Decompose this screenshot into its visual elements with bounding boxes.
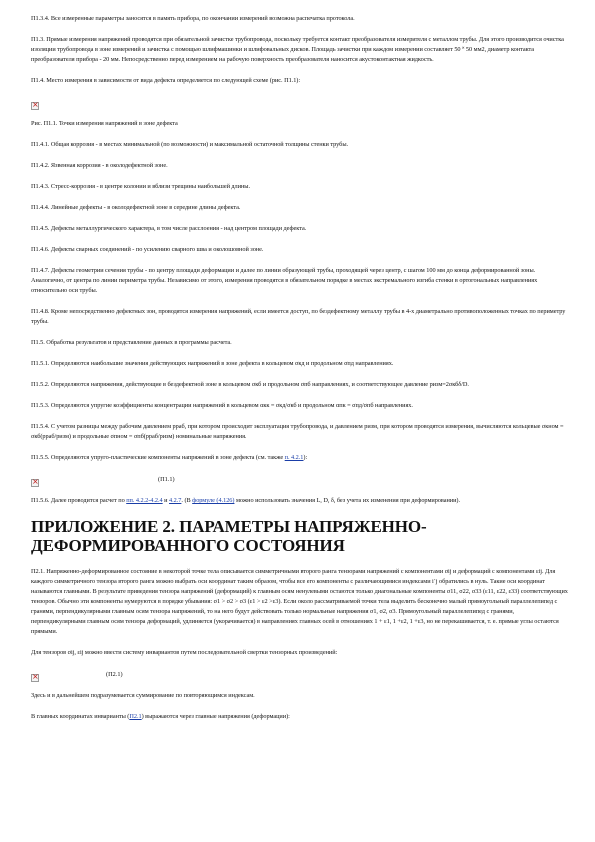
paragraph-p1-4: П1.4. Место измерения в зависимости от вида дефекта определяется по следующей схеме (рис. П1.1): [31, 77, 301, 84]
paragraph-text: ) выражаются через главные напряжения (деформации): [141, 713, 290, 720]
broken-image-icon [31, 102, 39, 110]
broken-image-icon [31, 479, 39, 487]
link-section-4-2-7[interactable]: 4.2.7 [169, 497, 182, 504]
paragraph-text: можно использовать значения L, D, δ, без учета их изменения при деформировании). [234, 497, 461, 504]
paragraph-principal-coords [31, 712, 570, 722]
paragraph-p1-5-1: П1.5.1. Определяются наибольшие значения действующих напряжений в зоне дефекта в кольцевом σкд и продольном σпд направлениях. [31, 360, 394, 367]
paragraph-p1-4-7: П1.4.7. Дефекты геометрии сечения трубы - по центру площади деформации и далее по линии образующей трубы, проходящей через центр, с шагом 100 мм до конца деформированной зоны. Аналогично, от центра по линии периметра трубы. Независимо от этого, измерения проводятся в обязательном порядке в местах экстремального изгиба стенки в ортогональных направлениях относительно оси трубы. [31, 267, 538, 294]
paragraph-p1-4-3: П1.4.3. Стресс-коррозия - в центре колонии и вблизи трещины наибольшей длины. [31, 183, 250, 190]
paragraph-p1-4-6: П1.4.6. Дефекты сварных соединений - по усилению сварного шва и околошовной зоне. [31, 246, 264, 253]
paragraph-summation-note: Здесь и в дальнейшем подразумевается суммирование по повторяющимся индексам. [31, 692, 255, 699]
paragraph-p1-4-5: П1.4.5. Дефекты металлургического характера, в том числе расслоения - над центром площади дефекта. [31, 225, 307, 232]
paragraph-p1-5-4: П1.5.4. С учетом разницы между рабочим давлением рраб, при котором происходит эксплуатация трубопровода, и давлением ризм, при котором проводятся измерения, вычисляются кольцевые σкном = σкб(рраб/ризм) и продольные σпном = σпб(рраб/ризм) номинальные напряжения. [31, 423, 564, 440]
paragraph-p1-4-1: П1.4.1. Общая коррозия - в местах минимальной (по возможности) и максимальной остаточной толщины стенки трубы. [31, 141, 349, 148]
figure-p1-1-placeholder [31, 97, 570, 109]
paragraph-p1-5-6 [31, 496, 570, 506]
appendix-heading: ПРИЛОЖЕНИЕ 2. ПАРАМЕТРЫ НАПРЯЖЕННО-ДЕФОРМИРОВАННОГО СОСТОЯНИЯ [31, 517, 427, 555]
equation-number: (П1.1) [158, 476, 175, 483]
equation-p2-1 [31, 669, 570, 681]
paragraph-text: П1.5.5. Определяются упруго-пластические компоненты напряжений в зоне дефекта (см. также [31, 454, 285, 461]
paragraph-p1-3: П1.3. Прямые измерения напряжений проводятся при обязательной зачистке трубопровода, поскольку требуется контакт преобразователя измерителя с металлом трубы. Для этого производится очистка изоляции трубопровода в зоне измерений и зачистка с помощью шлифмашинки и шлифовальных дисков. Площадь зачистки при каждом измерении составляет 50 ˟ 50 мм2, диаметр контакта преобразователя прибора - 20 мм. Непосредственно перед измерением на рабочую поверхность преобразователя наносится акустоконтактная жидкость. [31, 36, 564, 63]
paragraph-text: . (В [181, 497, 193, 504]
document-page [31, 14, 570, 733]
paragraph-tensor-invariants: Для тензоров σij, εij можно ввести систему инвариантов путем последовательной свертки тензорных произведений: [31, 649, 338, 656]
paragraph-text: и [162, 497, 170, 504]
link-equation-p2-1[interactable]: П2.1 [129, 713, 142, 720]
link-formula-4-126[interactable]: формуле (4.126) [192, 497, 235, 504]
paragraph-p1-5-5 [31, 453, 570, 463]
link-section-4-2-1[interactable]: п. 4.2.1 [284, 454, 304, 461]
paragraph-text: П1.5.6. Далее проводится расчет по [31, 497, 127, 504]
equation-p1-1 [31, 474, 570, 486]
paragraph-p1-4-8: П1.4.8. Кроме непосредственно дефектных зон, проводятся измерения напряжений, если имеется доступ, по бездефектному металлу трубы в 4-х диаметрально противоположенных точках по периметру трубы. [31, 308, 566, 325]
paragraph-text: ): [303, 454, 308, 461]
paragraph-p1-4-4: П1.4.4. Линейные дефекты - в околодефектной зоне в середине длины дефекта. [31, 204, 241, 211]
equation-number: (П2.1) [106, 671, 123, 678]
paragraph-p1-5-2: П1.5.2. Определяются напряжения, действующие в бездефектной зоне в кольцевом σкб и продольном σпб направлениях, и соответствующее давление ризм=2σкбδ/D. [31, 381, 469, 388]
paragraph-p1-5: П1.5. Обработка результатов и представление данных в программы расчета. [31, 339, 232, 346]
paragraph-p1-3-4: П1.3.4. Все измеренные параметры заносятся в память прибора, по окончании измерений возможна распечатка протокола. [31, 15, 355, 22]
paragraph-text: В главных координатах инварианты ( [31, 713, 130, 720]
paragraph-p2-1: П2.1. Напряженно-деформированное состояние в некоторой точке тела описывается симметричными второго ранга тензорами напряжений с компонентами σij и деформаций с компонентами εij. Для каждого симметричного тензора второго ранга можно выбрать оси координат таким образом, чтобы все его компоненты с различающимися индексами i˹j обратились в нуль. Такие оси координат называются главными. В результате приведения тензора напряжений (деформаций) к главным осям ненулевыми остаются только диагональные компоненты σ11, σ22, σ33 (ε11, ε22, ε33) соответствующих тензоров. Обычно эти компоненты нумеруются в порядке убывания: σ1 ˃ σ2 ˃ σ3 (ε1 ˃ ε2 ˃ε3). Если около рассматриваемой точки тела выделить бесконечно малый прямоугольный параллелепипед с гранями, перпендикулярными главным осям тензора напряжений, то на него будут действовать только нормальные напряжения σ1, σ2, σ3. Прямоугольный параллелепипед с гранями, перпендикулярными главным осям тензора деформаций, удлиняется (укорачивается) в направлениях главных осей в отношениях 1 + ε1, 1 +ε2, 1 +ε3, но не перекашивается, т. е. прямые углы остаются прямыми. [31, 568, 568, 635]
paragraph-p1-4-2: П1.4.2. Язвенная коррозия - в околодефектной зоне. [31, 162, 168, 169]
figure-caption: Рис. П1.1. Точки измерения напряжений в зоне дефекта [31, 120, 178, 127]
link-sections-4-2-2-4-2-4[interactable]: пп. 4.2.2-4.2.4 [126, 497, 163, 504]
broken-image-icon [31, 674, 39, 682]
paragraph-p1-5-3: П1.5.3. Определяются упругие коэффициенты концентрации напряжений в кольцевом αкк = σкд/σкб и продольном αпк = σпд/σпб направлениях. [31, 402, 413, 409]
